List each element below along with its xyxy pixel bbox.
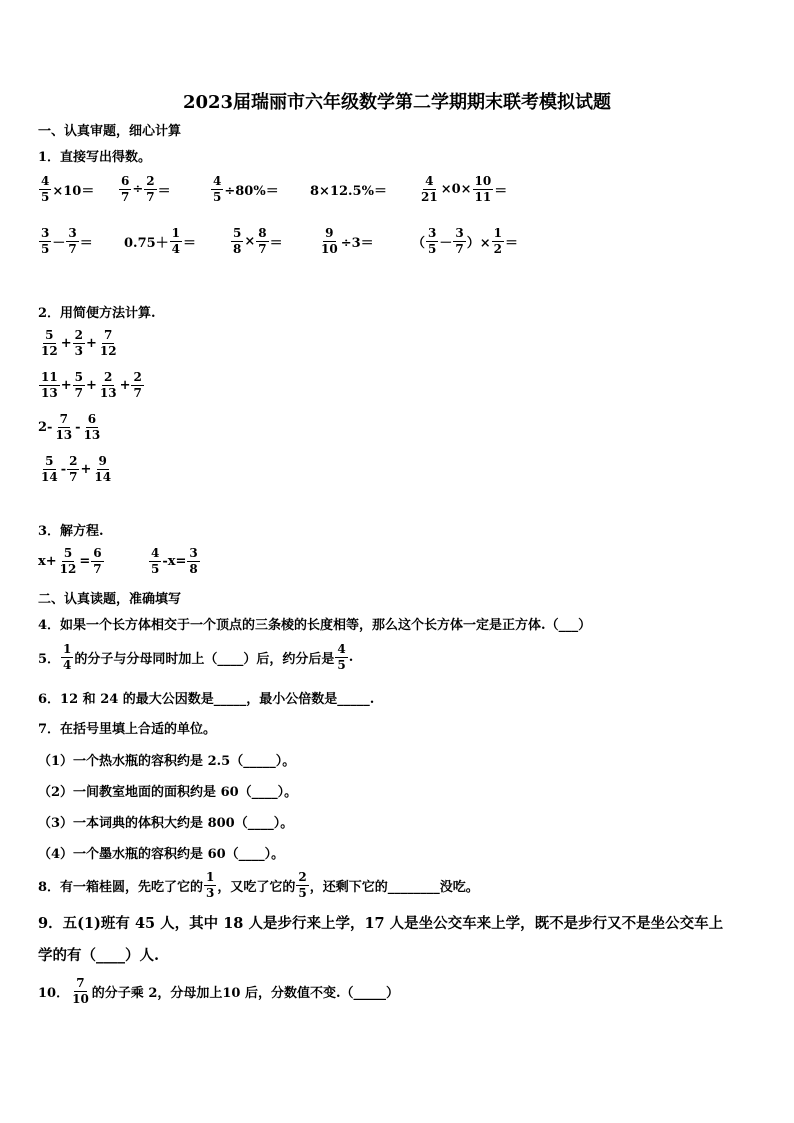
q7-item-2: （2）一间教室地面的面积约是 60（____）。 xyxy=(38,785,298,800)
q1-row2-item-4 xyxy=(318,225,374,256)
math-text: - xyxy=(60,461,67,477)
fraction: $\frac{11}{13}$ xyxy=(41,369,58,400)
q3-equation-2 xyxy=(148,545,201,576)
fraction: $\frac{6}{7}$ xyxy=(121,173,130,204)
q5-text xyxy=(38,641,354,672)
q9-line-1: 9．五(1)班有 45 人，其中 18 人是步行来上学，17 人是坐公交车来上学，既不是步行又不是坐公交车上 xyxy=(38,915,724,932)
section-1-heading: 一、认真审题，细心计算 xyxy=(38,124,182,139)
math-text: （ xyxy=(412,235,426,251)
q10-fraction: $\frac{7}{10}$ xyxy=(72,975,89,1006)
fraction: $\frac{3}{5}$ xyxy=(428,225,437,256)
fraction: $\frac{3}{8}$ xyxy=(189,545,198,576)
fraction: $\frac{1}{2}$ xyxy=(493,225,503,256)
fraction: $\frac{2}{7}$ xyxy=(146,173,155,204)
q1-row2-item-2 xyxy=(124,225,197,256)
math-text: ÷ xyxy=(132,181,144,197)
q7-item-1: （1）一个热水瓶的容积约是 2.5（_____）。 xyxy=(38,754,296,769)
fraction: $\frac{5}{8}$ xyxy=(233,225,242,256)
fraction: $\frac{5}{7}$ xyxy=(74,369,83,400)
q7-item-4: （4）一个墨水瓶的容积约是 60（____）。 xyxy=(38,847,285,862)
q1-row2-item-1 xyxy=(38,225,93,256)
math-text: ＝ xyxy=(79,235,93,251)
fraction: $\frac{9}{10}$ xyxy=(321,225,338,256)
fraction: $\frac{2}{3}$ xyxy=(74,327,83,358)
q10-text xyxy=(38,975,400,1006)
fraction: $\frac{5}{12}$ xyxy=(59,545,77,576)
math-text: + xyxy=(60,335,72,351)
q2-expression-1 xyxy=(38,327,120,358)
q8-text xyxy=(38,869,479,900)
math-text: ＝ xyxy=(269,235,283,251)
math-text: ＝ xyxy=(505,235,519,251)
fraction: $\frac{9}{14}$ xyxy=(94,453,112,484)
math-text: 2- xyxy=(38,419,53,435)
q8-end: ，还剩下它的________没吃。 xyxy=(309,879,479,895)
q1-row1-item-3 xyxy=(210,173,279,204)
fraction: $\frac{1}{4}$ xyxy=(171,225,181,256)
q2-expression-2 xyxy=(38,369,145,400)
math-text: ＝ xyxy=(494,183,508,199)
fraction: $\frac{2}{7}$ xyxy=(69,453,78,484)
fraction: $\frac{2}{13}$ xyxy=(99,369,117,400)
math-text: + xyxy=(85,335,97,351)
math-text: ×0× xyxy=(440,181,472,197)
q8-fraction-1: $\frac{1}{3}$ xyxy=(206,869,215,900)
fraction: $\frac{8}{7}$ xyxy=(258,225,267,256)
q1-label: 1．直接写出得数。 xyxy=(38,150,152,165)
fraction: $\frac{2}{7}$ xyxy=(133,369,142,400)
fraction: $\frac{5}{14}$ xyxy=(41,453,58,484)
section-2-heading: 二、认真读题，准确填写 xyxy=(38,592,182,607)
fraction: $\frac{6}{7}$ xyxy=(93,545,102,576)
q5-prefix: 5． xyxy=(38,651,61,667)
q4-text: 4．如果一个长方体相交于一个顶点的三条棱的长度相等，那么这个长方体一定是正方体.（___） xyxy=(38,618,592,633)
q10-prefix: 10． xyxy=(38,985,70,1001)
math-text: － xyxy=(52,235,66,251)
q1-row1-item-4 xyxy=(310,176,387,202)
fraction: $\frac{7}{13}$ xyxy=(55,411,73,442)
math-text: － xyxy=(439,235,453,251)
q8-middle: ，又吃了它的 xyxy=(217,879,296,895)
math-text: × xyxy=(244,233,256,249)
fraction: $\frac{4}{21}$ xyxy=(421,173,438,204)
q5-fraction-1: $\frac{1}{4}$ xyxy=(63,641,72,672)
q1-row1-item-1 xyxy=(38,173,95,204)
math-text: ÷80%＝ xyxy=(224,183,279,199)
fraction: $\frac{10}{11}$ xyxy=(474,173,492,204)
q3-equation-1 xyxy=(38,545,105,576)
fraction: $\frac{6}{13}$ xyxy=(83,411,101,442)
math-text: + xyxy=(80,461,92,477)
q5-end: . xyxy=(348,649,354,665)
q8-prefix: 8．有一箱桂圆，先吃了它的 xyxy=(38,879,204,895)
math-text: + xyxy=(85,377,97,393)
math-text: ）× xyxy=(466,235,491,251)
q5-fraction-2: $\frac{4}{5}$ xyxy=(337,641,346,672)
fraction: $\frac{3}{7}$ xyxy=(455,225,464,256)
math-text: ＝ xyxy=(183,235,197,251)
q7-label: 7．在括号里填上合适的单位。 xyxy=(38,722,217,737)
fraction: $\frac{4}{5}$ xyxy=(213,173,222,204)
math-text: + xyxy=(60,377,72,393)
math-text: ÷3＝ xyxy=(340,235,374,251)
math-text: = xyxy=(79,553,91,569)
math-text: ×10＝ xyxy=(52,183,95,199)
math-text: + xyxy=(119,377,131,393)
fraction: $\frac{3}{7}$ xyxy=(68,225,77,256)
q1-row2-item-5 xyxy=(412,225,519,256)
math-text: 0.75＋ xyxy=(124,235,169,251)
q2-expression-3 xyxy=(38,411,103,442)
fraction: $\frac{3}{5}$ xyxy=(41,225,50,256)
math-text: 8×12.5%＝ xyxy=(310,183,387,199)
q10-end: 的分子乘 2，分母加上10 后，分数值不变.（_____） xyxy=(91,985,400,1001)
fraction: $\frac{7}{12}$ xyxy=(99,327,117,358)
q2-label: 2．用简便方法计算. xyxy=(38,306,156,321)
math-text: x+ xyxy=(38,553,57,569)
q2-expression-4 xyxy=(38,453,114,484)
q1-row1-item-2 xyxy=(118,173,171,204)
q1-row2-item-3 xyxy=(230,225,283,256)
q8-fraction-2: $\frac{2}{5}$ xyxy=(298,869,307,900)
q9-line-2: 学的有（____）人. xyxy=(38,947,160,964)
q3-label: 3．解方程. xyxy=(38,524,104,539)
page-title: 2023届瑞丽市六年级数学第二学期期末联考模拟试题 xyxy=(182,92,612,113)
math-text: -x= xyxy=(162,553,187,569)
fraction: $\frac{5}{12}$ xyxy=(41,327,58,358)
fraction: $\frac{4}{5}$ xyxy=(41,173,50,204)
math-text: - xyxy=(75,419,81,435)
q5-middle: 的分子与分母同时加上（____）后，约分后是 xyxy=(74,651,335,667)
q1-row1-item-5 xyxy=(418,173,508,204)
q6-text: 6．12 和 24 的最大公因数是_____，最小公倍数是_____. xyxy=(38,692,375,707)
q7-item-3: （3）一本词典的体积大约是 800（____）。 xyxy=(38,816,294,831)
fraction: $\frac{4}{5}$ xyxy=(151,545,160,576)
math-text: ＝ xyxy=(157,183,171,199)
